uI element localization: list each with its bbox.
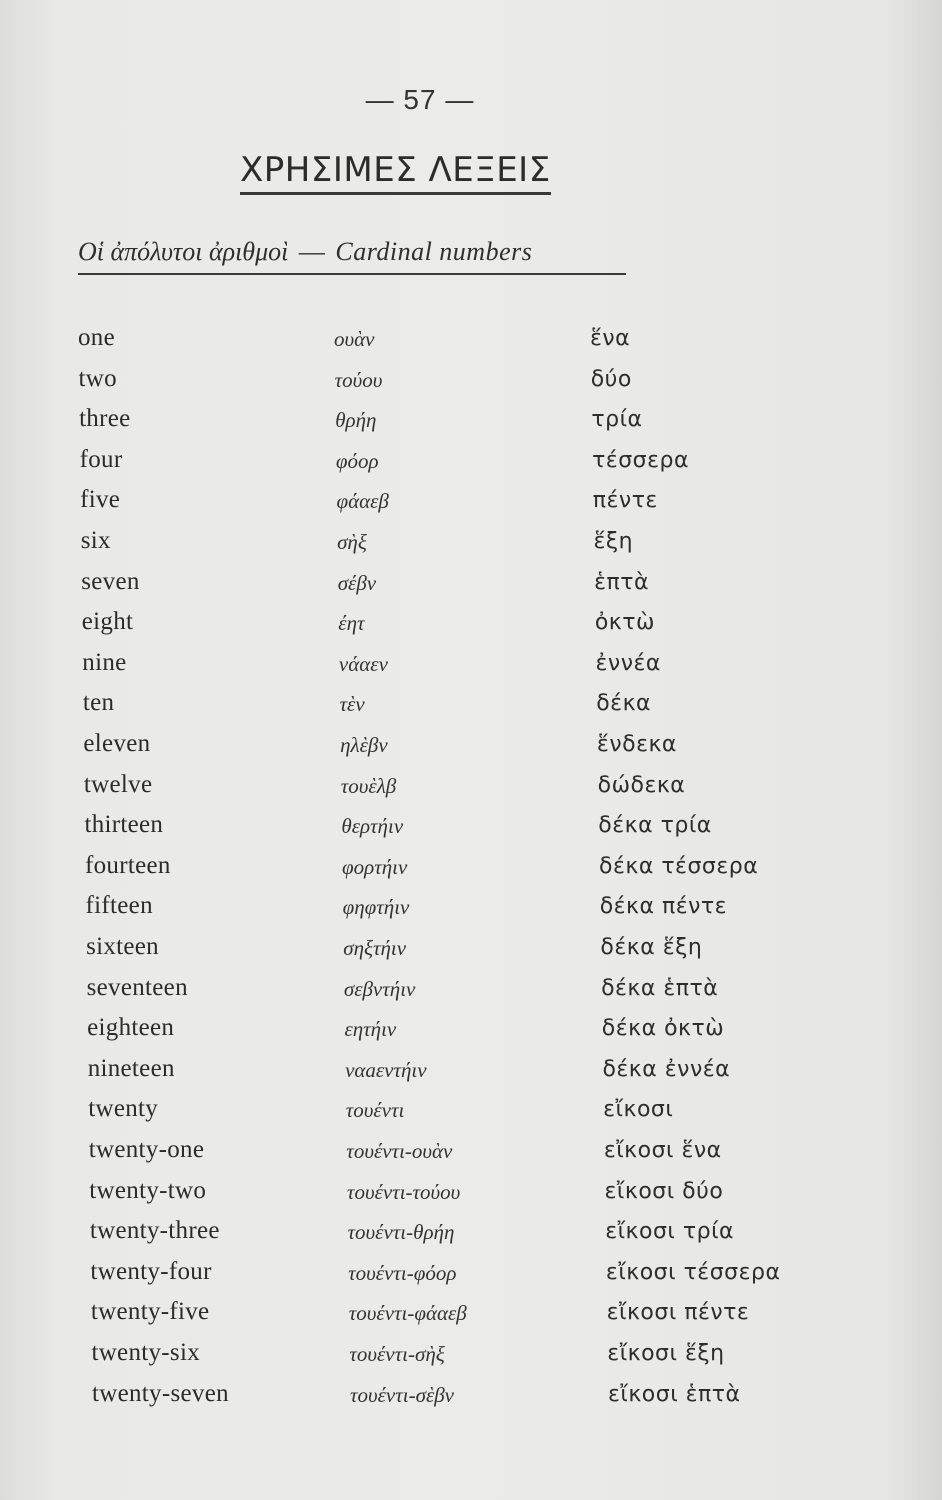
- english-word: nine: [82, 648, 127, 676]
- greek-word: εἴκοσι: [603, 1097, 674, 1123]
- english-word: eleven: [83, 730, 151, 757]
- table-row: [0, 324, 942, 364]
- transliteration: φηφτήιν: [342, 895, 410, 920]
- english-word: two: [78, 364, 117, 392]
- transliteration: τὲν: [339, 692, 365, 717]
- page-number: — 57 —: [365, 84, 475, 115]
- table-row: [0, 689, 942, 729]
- greek-word: δέκα: [596, 691, 652, 717]
- greek-word: δέκα ἕξη: [600, 935, 703, 960]
- transliteration: φάαεβ: [336, 489, 389, 514]
- transliteration: ναaεντήιν: [345, 1057, 427, 1082]
- english-word: eight: [81, 608, 134, 636]
- greek-word: εἴκοσι πέντε: [606, 1300, 750, 1326]
- greek-word: τρία: [591, 407, 643, 433]
- greek-word: δέκα ὀκτὼ: [601, 1016, 725, 1042]
- transliteration: τουέντι-σὲβν: [350, 1382, 455, 1407]
- subtitle: [78, 237, 626, 275]
- english-word: fourteen: [85, 851, 171, 879]
- transliteration: τουέντι: [345, 1098, 405, 1123]
- greek-word: δέκα πέντε: [599, 894, 728, 920]
- english-word: three: [79, 405, 131, 433]
- table-row: [0, 405, 942, 445]
- table-row: [0, 1095, 942, 1135]
- section-title: ΧΡΗΣΙΜΕΣ ΛΕΞΕΙΣ: [240, 150, 551, 195]
- english-word: ten: [82, 689, 115, 717]
- table-row: [0, 649, 942, 689]
- transliteration: τουέντι-ουὰν: [346, 1139, 453, 1163]
- transliteration: τουέντι-τούου: [346, 1179, 461, 1204]
- transliteration: τουέντι-θρήη: [347, 1220, 455, 1245]
- english-word: one: [78, 324, 115, 351]
- table-row: [0, 1177, 942, 1217]
- english-word: fifteen: [85, 892, 153, 920]
- subtitle-greek: Οἱ ἀπόλυτοι ἀριθμοὶ: [78, 237, 289, 266]
- table-row: [0, 1136, 942, 1176]
- table-row: [0, 568, 942, 608]
- table-row: [0, 892, 942, 932]
- table-row: [0, 974, 942, 1014]
- transliteration: σεβντήιν: [343, 976, 416, 1001]
- transliteration: ηλὲβν: [340, 733, 388, 757]
- greek-word: εἴκοσι ἕνα: [603, 1138, 722, 1163]
- english-word: nineteen: [87, 1054, 175, 1082]
- greek-word: δώδεκα: [597, 772, 686, 798]
- english-word: eighteen: [87, 1014, 175, 1042]
- english-word: sixteen: [86, 933, 159, 960]
- subtitle-english: Cardinal numbers: [335, 237, 533, 266]
- greek-word: ἑπτὰ: [594, 569, 650, 595]
- transliteration: εητήιν: [344, 1017, 397, 1042]
- english-word: twenty-six: [91, 1339, 200, 1366]
- transliteration: θρήη: [335, 408, 377, 433]
- greek-word: εἴκοσι ἑπτὰ: [608, 1381, 741, 1407]
- transliteration: ουὰν: [334, 327, 375, 351]
- table-row: [0, 365, 942, 405]
- transliteration: φόορ: [335, 448, 379, 473]
- greek-word: εἴκοσι τέσσερα: [605, 1259, 781, 1285]
- transliteration: σὴξ: [337, 530, 367, 554]
- english-word: twenty-seven: [92, 1379, 229, 1407]
- english-word: six: [80, 527, 111, 554]
- english-word: thirteen: [84, 811, 164, 839]
- greek-word: εἴκοσι δύο: [604, 1178, 724, 1204]
- transliteration: τουέντι-φόορ: [348, 1260, 457, 1285]
- table-row: [0, 527, 942, 567]
- subtitle-dash: —: [298, 237, 325, 266]
- transliteration: τούου: [334, 367, 383, 392]
- english-word: seven: [81, 567, 140, 595]
- greek-word: ἐννέα: [595, 650, 661, 676]
- english-word: twenty-three: [89, 1217, 220, 1245]
- greek-word: πέντε: [592, 488, 658, 514]
- greek-word: τέσσερα: [592, 447, 689, 473]
- english-word: twenty: [88, 1095, 159, 1123]
- greek-word: ὀκτὼ: [594, 610, 655, 636]
- table-row: [0, 446, 942, 486]
- english-word: twenty-four: [90, 1257, 212, 1285]
- table-row: [0, 771, 942, 811]
- table-row: [0, 608, 942, 648]
- greek-word: ἕνδεκα: [596, 732, 677, 757]
- greek-word: δέκα τρία: [598, 813, 712, 839]
- greek-word: δέκα ἑπτὰ: [601, 975, 719, 1001]
- transliteration: νάαεν: [338, 651, 388, 676]
- english-word: twenty-one: [88, 1136, 205, 1163]
- table-row: [0, 1380, 942, 1420]
- english-word: five: [80, 486, 121, 514]
- table-row: [0, 486, 942, 526]
- table-row: [0, 1014, 942, 1054]
- table-row: [0, 730, 942, 770]
- english-word: twenty-five: [90, 1298, 210, 1326]
- greek-word: δέκα τέσσερα: [599, 853, 759, 879]
- table-row: [0, 1217, 942, 1257]
- table-row: [0, 1339, 942, 1379]
- transliteration: σηξτήιν: [343, 936, 407, 960]
- transliteration: έητ: [338, 611, 365, 636]
- greek-word: εἴκοσι τρία: [605, 1219, 735, 1245]
- greek-word: ἕξη: [593, 529, 634, 554]
- greek-word: δέκα ἐννέα: [602, 1056, 731, 1082]
- english-word: seventeen: [86, 973, 188, 1001]
- transliteration: φορτήιν: [342, 854, 408, 879]
- greek-word: ἕνα: [590, 326, 631, 351]
- table-row: [0, 1055, 942, 1095]
- table-row: [0, 852, 942, 892]
- greek-word: δύο: [590, 366, 632, 392]
- transliteration: τουέντι-φάαεβ: [348, 1301, 467, 1326]
- english-word: twenty-two: [89, 1176, 207, 1204]
- transliteration: θερτήιν: [341, 814, 404, 839]
- table-row: [0, 811, 942, 851]
- table-row: [0, 1258, 942, 1298]
- transliteration: τουέντι-σὴξ: [349, 1342, 445, 1366]
- transliteration: τουὲλβ: [340, 773, 397, 798]
- transliteration: σέβν: [337, 570, 377, 595]
- greek-word: εἴκοσι ἕξη: [607, 1341, 725, 1366]
- table-row: [0, 933, 942, 973]
- table-row: [0, 1298, 942, 1338]
- english-word: twelve: [83, 770, 153, 798]
- english-word: four: [79, 445, 123, 473]
